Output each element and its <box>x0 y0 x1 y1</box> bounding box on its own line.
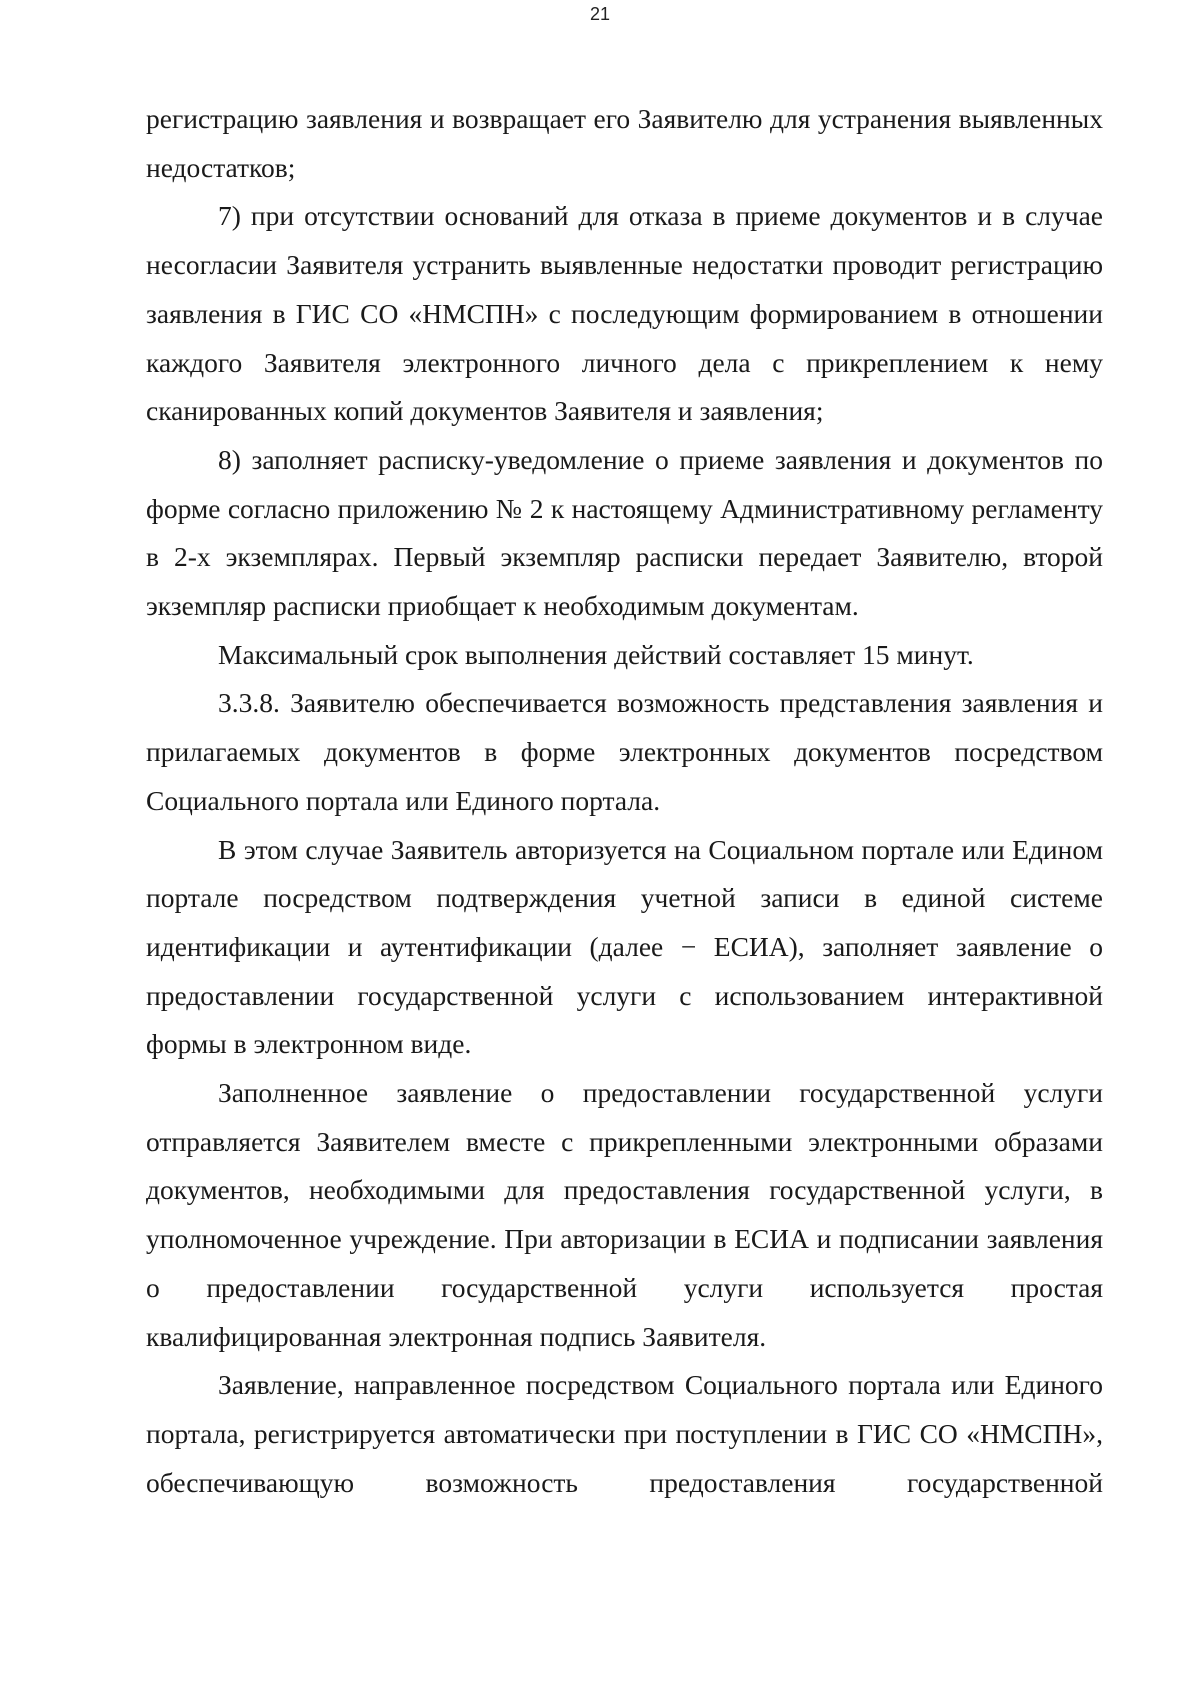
page-number: 21 <box>589 4 611 24</box>
paragraph-filled-application: Заполненное заявление о предоставлении государственной услуги отправляется Заявителем вместе с прикрепленными электронными образами документов, необходимыми для предоставления государственной услуги, в уполномоченное учреждение. При авторизации в ЕСИА и подписании заявления о предоставлении государственной услуги используется простая квалифицированная электронная подпись Заявителя. <box>146 1077 1103 1352</box>
paragraph-max-time: Максимальный срок выполнения действий составляет 15 минут. <box>218 638 974 670</box>
paragraph-continuation: регистрацию заявления и возвращает его Заявителю для устранения выявленных недостатков; <box>146 103 1103 183</box>
paragraph-item-8: 8) заполняет расписку-уведомление о приеме заявления и документов по форме согласно приложению № 2 к настоящему Административному регламенту в 2-х экземплярах. Первый экземпляр расписки передает Заявителю, второй экземпляр расписки приобщает к необходимым документам. <box>146 443 1103 622</box>
paragraph-3-3-8: 3.3.8. Заявителю обеспечивается возможность представления заявления и прилагаемых документов в форме электронных документов посредством Социального портала или Единого портала. <box>146 687 1103 816</box>
paragraph-registration: Заявление, направленное посредством Социального портала или Единого портала, регистрируется автоматически при поступлении в ГИС СО «НМСПН», обеспечивающую возможность предоставления государственной <box>146 1369 1103 1498</box>
paragraph-authorization: В этом случае Заявитель авторизуется на Социальном портале или Едином портале посредством подтверждения учетной записи в единой системе идентификации и аутентификации (далее − ЕСИА), заполняет заявление о предоставлении государственной услуги с использованием интерактивной формы в электронном виде. <box>146 833 1103 1060</box>
document-body <box>146 95 1103 1507</box>
paragraph-item-7: 7) при отсутствии оснований для отказа в приеме документов и в случае несогласии Заявителя устранить выявленные недостатки проводит регистрацию заявления в ГИС СО «НМСПН» с последующим формированием в отношении каждого Заявителя электронного личного дела с прикреплением к нему сканированных копий документов Заявителя и заявления; <box>146 200 1103 427</box>
